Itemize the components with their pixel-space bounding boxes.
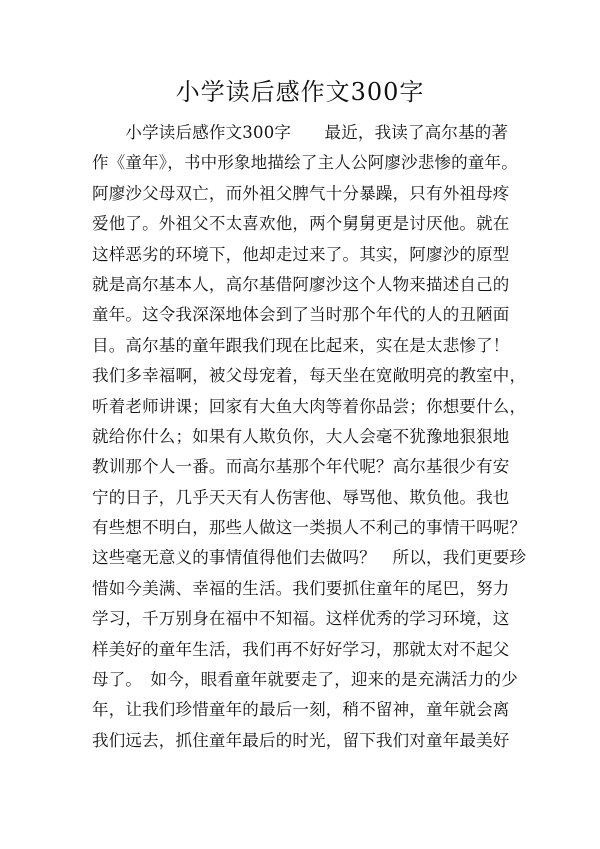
body-line: 样美好的童年生活，我们再不好好学习，那就太对不起父 [92,639,510,659]
body-line: 作《童年》，书中形象地描绘了主人公阿廖沙悲惨的童年。 [92,153,518,173]
body-line: 学习，千万别身在福中不知福。这样优秀的学习环境，这 [92,609,510,629]
document-body [92,118,527,756]
body-line: 宁的日子，几乎天天有人伤害他、辱骂他、欺负他。我也 [92,487,510,507]
body-line: 童年。这令我深深地体会到了当时那个年代的人的丑陋面 [92,305,510,325]
body-line: 就给你什么；如果有人欺负你，大人会毫不犹豫地狠狠地 [92,426,510,446]
body-line: 年，让我们珍惜童年的最后一刻，稍不留神，童年就会离 [92,700,510,720]
body-line: 小学读后感作文300字 最近，我读了高尔基的著 [92,123,509,142]
body-line: 目。高尔基的童年跟我们现在比起来，实在是太悲惨了！ [92,335,510,355]
body-line: 爱他了。外祖父不太喜欢他，两个舅舅更是讨厌他。就在 [92,214,510,234]
body-line: 就是高尔基本人，高尔基借阿廖沙这个人物来描述自己的 [92,274,510,294]
body-line: 这些毫无意义的事情值得他们去做吗？ 所以，我们更要珍 [92,548,527,568]
body-line: 母了。 如今，眼看童年就要走了，迎来的是充满活力的少 [92,670,518,690]
body-line: 这样恶劣的环境下，他却走过来了。其实，阿廖沙的原型 [92,244,510,264]
document-title: 小学读后感作文300字 [175,78,425,106]
body-line: 有些想不明白，那些人做这一类损人不利己的事情干吗呢？ [92,518,527,538]
body-line: 我们多幸福啊，被父母宠着，每天坐在宽敞明亮的教室中， [92,366,527,386]
body-line: 惜如今美满、幸福的生活。我们要抓住童年的尾巴，努力 [92,578,510,598]
body-line: 听着老师讲课；回家有大鱼大肉等着你品尝；你想要什么， [92,396,527,416]
body-line: 教训那个人一番。而高尔基那个年代呢？高尔基很少有安 [92,457,510,477]
body-line: 我们远去，抓住童年最后的时光，留下我们对童年最美好 [92,730,510,750]
body-line: 阿廖沙父母双亡，而外祖父脾气十分暴躁，只有外祖母疼 [92,183,510,203]
